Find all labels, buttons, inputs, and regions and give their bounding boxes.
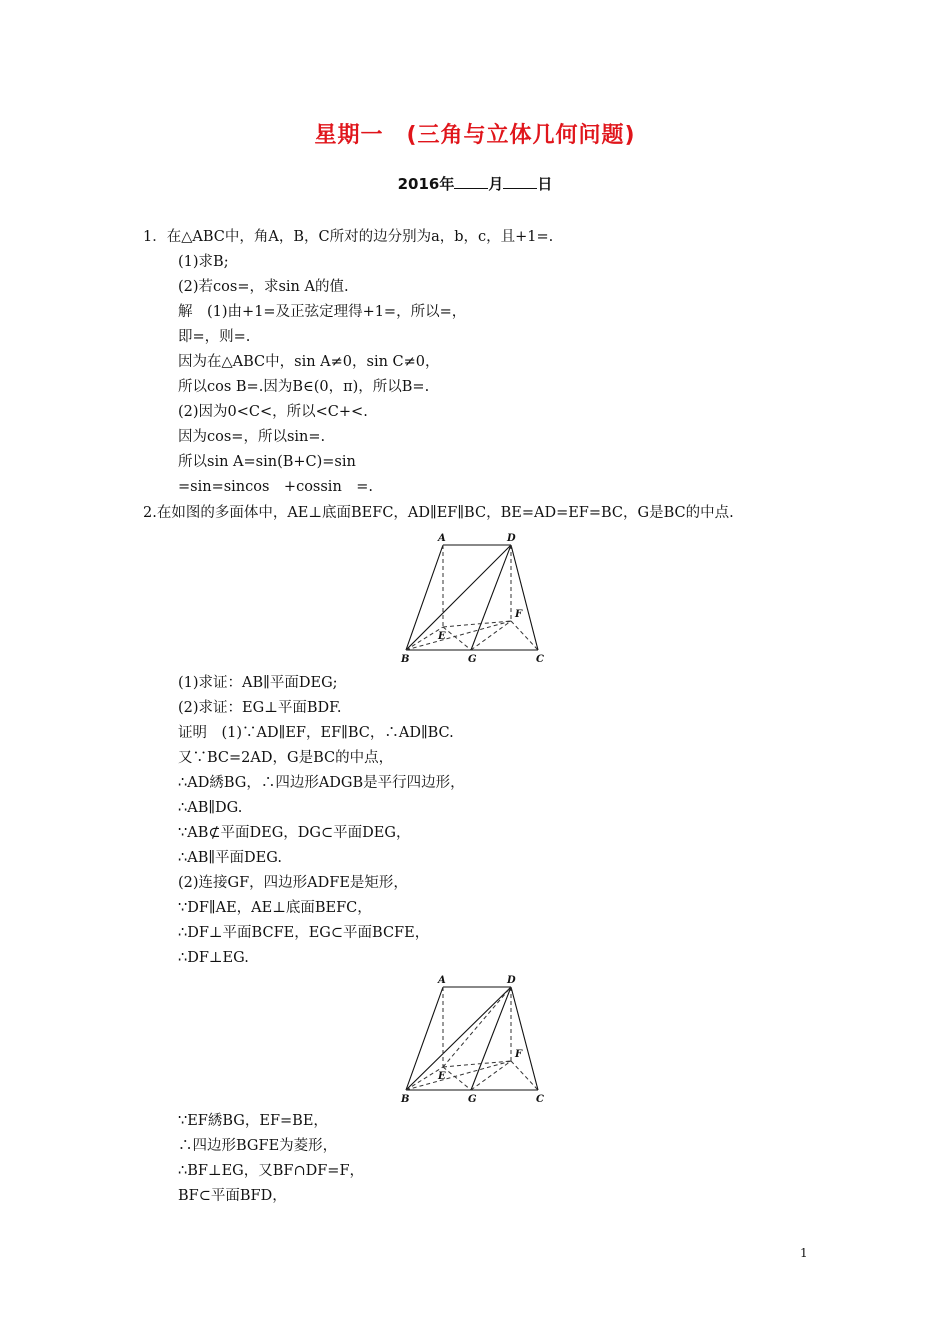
polyhedron-figure-1 (398, 530, 558, 666)
date-year: 2016年 (397, 175, 455, 193)
solution-line: 所以cos B=.因为B∈(0，π)，所以B=. (178, 379, 430, 395)
page-number: 1 (800, 1246, 808, 1260)
solution-line: 即=，则=. (178, 329, 251, 345)
date-day: 日 (537, 175, 553, 193)
vertex-label-e: E (438, 1071, 446, 1082)
solution-line: 解 (1)由+1=及正弦定理得+1=，所以=， (178, 304, 467, 320)
vertex-label-b: B (401, 1094, 410, 1105)
problem-1-part-2: (2)若cos=，求sin A的值. (178, 279, 349, 295)
vertex-label-f: F (515, 1049, 523, 1060)
solution-line: =sin=sincos +cossin =. (178, 479, 374, 495)
vertex-label-b: B (401, 654, 410, 665)
polyhedron-figure-2 (398, 970, 558, 1106)
proof-line: ∴BF⊥EG，又BF∩DF=F， (178, 1163, 365, 1179)
vertex-label-c: C (536, 1094, 544, 1105)
proof-line: ∴AD綉BG，∴四边形ADGB是平行四边形， (178, 775, 465, 791)
proof-line: ∴AB∥平面DEG. (178, 850, 282, 866)
proof-line: (2)连接GF，四边形ADFE是矩形， (178, 875, 408, 891)
proof-line: 又∵BC=2AD，G是BC的中点， (178, 750, 394, 766)
proof-line: ∴四边形BGFE为菱形， (178, 1138, 338, 1154)
day-blank (503, 174, 537, 189)
proof-line: ∴DF⊥平面BCFE，EG⊂平面BCFE， (178, 925, 430, 941)
vertex-label-d: D (507, 975, 516, 986)
vertex-label-g: G (468, 654, 477, 665)
proof-line: 证明 (1)∵AD∥EF，EF∥BC，∴AD∥BC. (178, 725, 454, 741)
vertex-label-d: D (507, 533, 516, 544)
proof-line: ∵EF綉BG，EF=BE， (178, 1113, 328, 1129)
vertex-label-a: A (438, 975, 446, 986)
vertex-label-a: A (438, 533, 446, 544)
page-title: 星期一 (三角与立体几何问题) (314, 123, 636, 148)
problem-1-statement: 1．在△ABC中，角A，B，C所对的边分别为a，b，c，且+1=. (143, 229, 554, 245)
vertex-label-g: G (468, 1094, 477, 1105)
solution-line: 因为cos=，所以sin=. (178, 429, 326, 445)
proof-line: ∴DF⊥EG. (178, 950, 249, 966)
proof-line: ∴AB∥DG. (178, 800, 243, 816)
problem-2-part-1: (1)求证：AB∥平面DEG; (178, 675, 338, 691)
proof-line: ∵DF∥AE，AE⊥底面BEFC， (178, 900, 372, 916)
problem-1-part-1: (1)求B; (178, 254, 229, 270)
vertex-label-f: F (515, 609, 523, 620)
proof-line: BF⊂平面BFD， (178, 1188, 287, 1204)
solution-line: (2)因为0<C<，所以<C+<. (178, 404, 368, 420)
vertex-label-e: E (438, 631, 446, 642)
vertex-label-c: C (536, 654, 544, 665)
solution-line: 因为在△ABC中，sin A≠0，sin C≠0， (178, 354, 440, 370)
date-line (0, 173, 950, 194)
problem-2-part-2: (2)求证：EG⊥平面BDF. (178, 700, 342, 716)
proof-line: ∵AB⊄平面DEG，DG⊂平面DEG， (178, 825, 411, 841)
date-month: 月 (488, 175, 504, 193)
problem-2-statement: 2.在如图的多面体中，AE⊥底面BEFC，AD∥EF∥BC，BE=AD=EF=BC，G是BC的中点. (143, 505, 734, 521)
month-blank (454, 174, 488, 189)
solution-line: 所以sin A=sin(B+C)=sin (178, 454, 356, 470)
